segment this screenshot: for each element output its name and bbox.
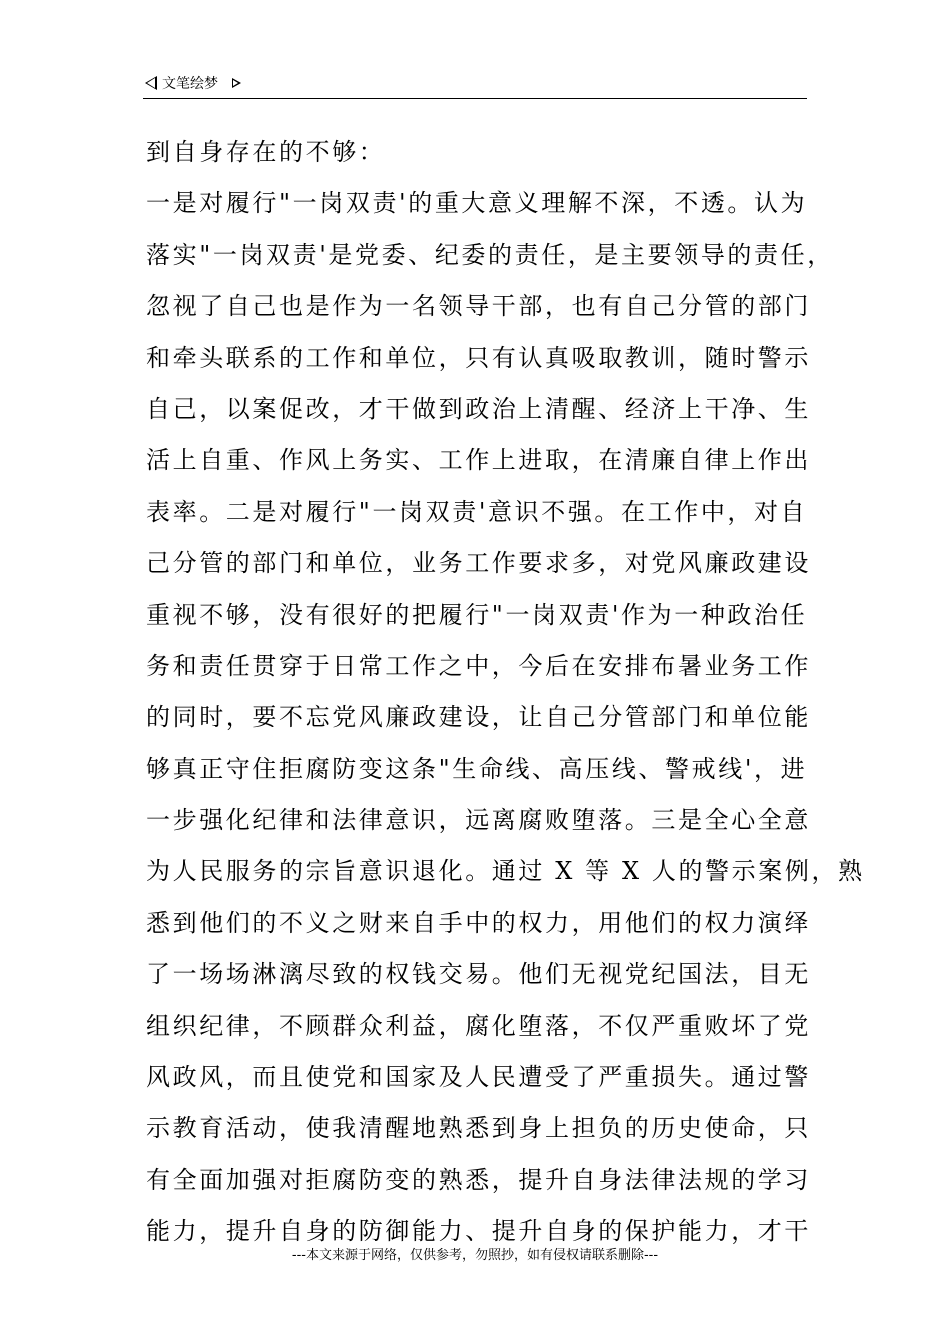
text-line: 务和责任贯穿于日常工作之中，今后在安排布暑业务工作 <box>146 651 811 680</box>
text-line: 忽视了自己也是作为一名领导干部，也有自己分管的部门 <box>146 292 811 321</box>
text-line: 悉到他们的不义之财来自手中的权力，用他们的权力演绎 <box>146 908 811 937</box>
text-line: 的同时，要不忘党风廉政建设，让自己分管部门和单位能 <box>146 703 811 732</box>
triangle-right-icon <box>232 78 241 88</box>
text-line: 示教育活动，使我清醒地熟悉到身上担负的历史使命，只 <box>146 1114 811 1143</box>
text-line: 能力，提升自身的防御能力、提升自身的保护能力，才干 <box>146 1217 811 1246</box>
text-line: 一步强化纪律和法律意识，远离腐败堕落。三是全心全意 <box>146 806 811 835</box>
text-line: 落实"一岗双责'是党委、纪委的责任，是主要领导的责任， <box>146 240 834 269</box>
text-line: 了一场场淋漓尽致的权钱交易。他们无视党纪国法，目无 <box>146 960 811 989</box>
text-line: 组织纪律，不顾群众利益，腐化堕落，不仅严重败坏了党 <box>146 1011 811 1040</box>
document-body <box>146 127 865 1258</box>
text-line: 到自身存在的不够： <box>146 138 386 166</box>
text-line: 和牵头联系的工作和单位，只有认真吸取教训，随时警示 <box>146 343 811 372</box>
text-line: 为人民服务的宗旨意识退化。通过 X 等 X 人的警示案例，熟 <box>146 857 865 886</box>
text-line: 重视不够，没有很好的把履行"一岗双责'作为一种政治任 <box>146 600 808 629</box>
page-header <box>143 74 807 99</box>
text-line: 自己，以案促改，才干做到政治上清醒、经济上干净、生 <box>146 394 811 423</box>
triangle-left-icon <box>145 76 157 90</box>
text-line: 表率。二是对履行"一岗双责'意识不强。在工作中，对自 <box>146 497 808 526</box>
text-line: 够真正守住拒腐防变这条"生命线、高压线、警戒线'，进 <box>146 754 808 783</box>
header-title: 文笔绘梦 <box>162 76 218 92</box>
text-line: 一是对履行"一岗双责'的重大意义理解不深，不透。认为 <box>146 189 808 218</box>
page-footer: ---本文来源于网络，仅供参考，勿照抄，如有侵权请联系删除--- <box>291 1248 659 1263</box>
text-line: 活上自重、作风上务实、工作上进取，在清廉自律上作出 <box>146 446 811 475</box>
text-line: 有全面加强对拒腐防变的熟悉，提升自身法律法规的学习 <box>146 1165 811 1194</box>
text-line: 己分管的部门和单位，业务工作要求多，对党风廉政建设 <box>146 549 811 578</box>
text-line: 风政风，而且使党和国家及人民遭受了严重损失。通过警 <box>146 1063 811 1092</box>
